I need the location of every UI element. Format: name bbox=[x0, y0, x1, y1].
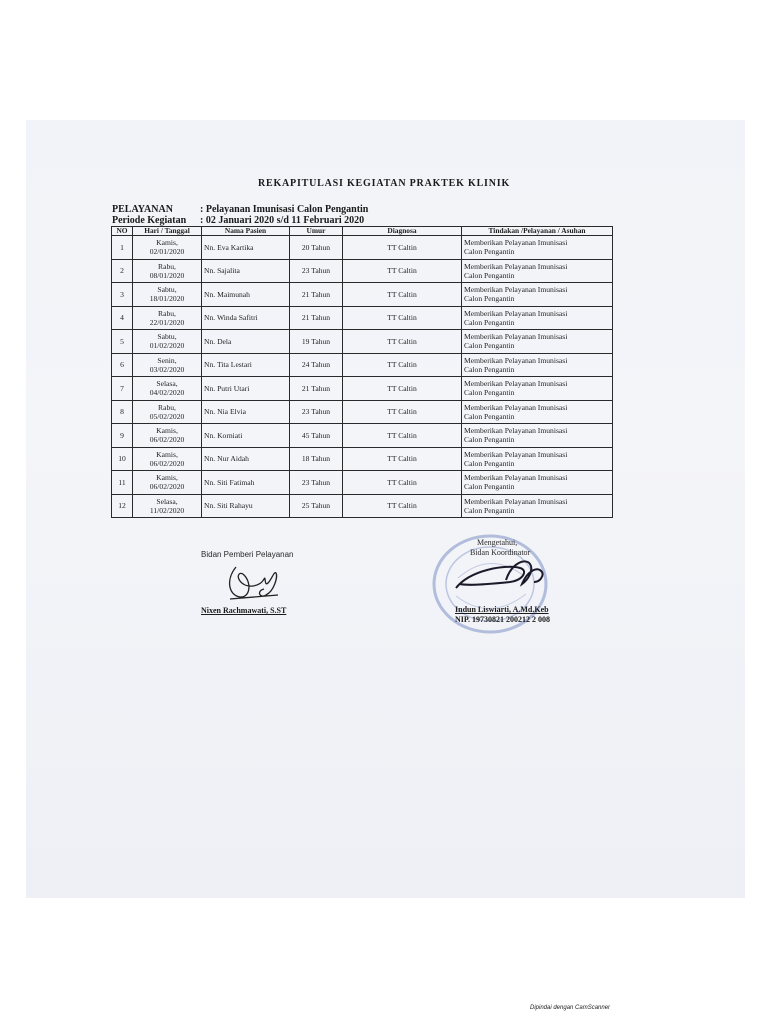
cell-hari: Sabtu, bbox=[157, 332, 177, 342]
periode-line bbox=[112, 215, 364, 226]
cell-hari: Kamis, bbox=[156, 426, 178, 436]
table-row bbox=[112, 353, 613, 377]
cell-tindakan-line-1: Memberikan Pelayanan Imunisasi bbox=[464, 449, 568, 459]
right-signature-nip: NIP. 19730821 200212 2 008 bbox=[455, 615, 551, 624]
cell-tindakan-line-1: Memberikan Pelayanan Imunisasi bbox=[464, 308, 568, 318]
cell-tindakan-line-2: Calon Pengantin bbox=[464, 270, 515, 280]
cell-tindakan-line-2: Calon Pengantin bbox=[464, 435, 515, 445]
cell-nama-pasien: Nn. Siti Fatimah bbox=[202, 471, 290, 495]
cell-tindakan bbox=[462, 400, 613, 424]
cell-hari-tanggal bbox=[133, 447, 202, 471]
cell-nama-pasien: Nn. Sajalita bbox=[202, 259, 290, 283]
table-row bbox=[112, 447, 613, 471]
cell-hari-tanggal bbox=[133, 306, 202, 330]
cell-nama-pasien: Nn. Eva Kartika bbox=[202, 236, 290, 260]
cell-hari: Kamis, bbox=[156, 238, 178, 248]
pelayanan-value: : Pelayanan Imunisasi Calon Pengantin bbox=[200, 204, 369, 215]
header-diagnosa: Diagnosa bbox=[343, 227, 462, 236]
cell-nama-pasien: Nn. Tita Lestari bbox=[202, 353, 290, 377]
cell-tindakan bbox=[462, 377, 613, 401]
table-row bbox=[112, 259, 613, 283]
cell-tindakan-line-2: Calon Pengantin bbox=[464, 388, 515, 398]
cell-hari-tanggal bbox=[133, 494, 202, 518]
cell-no: 3 bbox=[112, 283, 133, 307]
cell-hari: Selasa, bbox=[156, 379, 178, 389]
cell-hari: Selasa, bbox=[156, 496, 178, 506]
cell-tindakan bbox=[462, 236, 613, 260]
cell-tanggal: 18/01/2020 bbox=[149, 294, 185, 304]
periode-value: : 02 Januari 2020 s/d 11 Februari 2020 bbox=[200, 215, 365, 226]
cell-umur: 23 Tahun bbox=[290, 400, 343, 424]
cell-hari-tanggal bbox=[133, 236, 202, 260]
header-no: NO bbox=[112, 227, 133, 236]
cell-diagnosa: TT Caltin bbox=[343, 471, 462, 495]
header-umur: Umur bbox=[290, 227, 343, 236]
header-tindakan: Tindakan /Pelayanan / Asuhan bbox=[462, 227, 613, 236]
cell-tindakan-line-2: Calon Pengantin bbox=[464, 458, 515, 468]
document-title: REKAPITULASI KEGIATAN PRAKTEK KLINIK bbox=[257, 178, 511, 189]
cell-tindakan-line-1: Memberikan Pelayanan Imunisasi bbox=[464, 473, 568, 483]
cell-tindakan bbox=[462, 330, 613, 354]
cell-no: 4 bbox=[112, 306, 133, 330]
rekap-table bbox=[111, 226, 613, 518]
cell-tindakan-line-2: Calon Pengantin bbox=[464, 294, 515, 304]
cell-nama-pasien: Nn. Korniati bbox=[202, 424, 290, 448]
cell-umur: 23 Tahun bbox=[290, 471, 343, 495]
left-signature-heading: Bidan Pemberi Pelayanan bbox=[201, 550, 294, 559]
cell-umur: 25 Tahun bbox=[290, 494, 343, 518]
cell-hari-tanggal bbox=[133, 330, 202, 354]
camscanner-watermark: Dipindai dengan CamScanner bbox=[530, 1005, 611, 1011]
cell-nama-pasien: Nn. Nur Aidah bbox=[202, 447, 290, 471]
cell-nama-pasien: Nn. Siti Rahayu bbox=[202, 494, 290, 518]
cell-no: 5 bbox=[112, 330, 133, 354]
left-signature-icon bbox=[222, 561, 284, 605]
cell-tindakan bbox=[462, 494, 613, 518]
cell-nama-pasien: Nn. Nia Elvia bbox=[202, 400, 290, 424]
periode-label: Periode Kegiatan bbox=[112, 215, 187, 226]
cell-tindakan-line-2: Calon Pengantin bbox=[464, 505, 515, 515]
cell-hari-tanggal bbox=[133, 353, 202, 377]
cell-tindakan-line-1: Memberikan Pelayanan Imunisasi bbox=[464, 285, 568, 295]
table-row bbox=[112, 400, 613, 424]
cell-umur: 45 Tahun bbox=[290, 424, 343, 448]
cell-diagnosa: TT Caltin bbox=[343, 283, 462, 307]
right-signature-heading-1: Mengetahui, bbox=[477, 538, 518, 547]
cell-no: 6 bbox=[112, 353, 133, 377]
cell-hari: Rabu, bbox=[158, 308, 176, 318]
cell-hari: Rabu, bbox=[158, 261, 176, 271]
cell-tindakan-line-1: Memberikan Pelayanan Imunisasi bbox=[464, 402, 568, 412]
cell-tindakan-line-1: Memberikan Pelayanan Imunisasi bbox=[464, 426, 568, 436]
cell-tanggal: 08/01/2020 bbox=[149, 270, 185, 280]
cell-tindakan bbox=[462, 447, 613, 471]
cell-no: 1 bbox=[112, 236, 133, 260]
cell-tanggal: 22/01/2020 bbox=[149, 317, 185, 327]
cell-hari: Senin, bbox=[157, 355, 177, 365]
cell-hari-tanggal bbox=[133, 259, 202, 283]
cell-no: 10 bbox=[112, 447, 133, 471]
cell-tanggal: 06/02/2020 bbox=[149, 435, 185, 445]
pelayanan-line bbox=[112, 204, 368, 215]
cell-umur: 18 Tahun bbox=[290, 447, 343, 471]
table-row bbox=[112, 471, 613, 495]
cell-tanggal: 11/02/2020 bbox=[149, 505, 185, 515]
table-row bbox=[112, 306, 613, 330]
cell-umur: 24 Tahun bbox=[290, 353, 343, 377]
cell-tindakan bbox=[462, 259, 613, 283]
cell-no: 7 bbox=[112, 377, 133, 401]
cell-umur: 19 Tahun bbox=[290, 330, 343, 354]
cell-tindakan bbox=[462, 471, 613, 495]
cell-tindakan-line-1: Memberikan Pelayanan Imunisasi bbox=[464, 332, 568, 342]
cell-tanggal: 06/02/2020 bbox=[149, 458, 185, 468]
cell-hari-tanggal bbox=[133, 283, 202, 307]
cell-diagnosa: TT Caltin bbox=[343, 259, 462, 283]
table-row bbox=[112, 330, 613, 354]
left-signature-name: Nixen Rachmawati, S.ST bbox=[201, 606, 287, 615]
cell-nama-pasien: Nn. Putri Utari bbox=[202, 377, 290, 401]
cell-tindakan-line-1: Memberikan Pelayanan Imunisasi bbox=[464, 379, 568, 389]
cell-tindakan-line-2: Calon Pengantin bbox=[464, 341, 515, 351]
cell-hari: Sabtu, bbox=[157, 285, 177, 295]
cell-no: 11 bbox=[112, 471, 133, 495]
cell-tindakan bbox=[462, 353, 613, 377]
table-row bbox=[112, 494, 613, 518]
cell-tindakan-line-2: Calon Pengantin bbox=[464, 247, 515, 257]
table-row bbox=[112, 377, 613, 401]
cell-diagnosa: TT Caltin bbox=[343, 353, 462, 377]
cell-nama-pasien: Nn. Winda Safitri bbox=[202, 306, 290, 330]
cell-no: 9 bbox=[112, 424, 133, 448]
cell-tindakan bbox=[462, 424, 613, 448]
cell-umur: 21 Tahun bbox=[290, 377, 343, 401]
cell-hari: Rabu, bbox=[158, 402, 176, 412]
cell-tindakan bbox=[462, 306, 613, 330]
table-row bbox=[112, 283, 613, 307]
cell-tindakan-line-2: Calon Pengantin bbox=[464, 364, 515, 374]
cell-tindakan-line-1: Memberikan Pelayanan Imunisasi bbox=[464, 496, 568, 506]
right-signature-icon bbox=[450, 550, 550, 600]
cell-umur: 21 Tahun bbox=[290, 283, 343, 307]
cell-diagnosa: TT Caltin bbox=[343, 306, 462, 330]
cell-diagnosa: TT Caltin bbox=[343, 494, 462, 518]
right-signature-heading-2: Bidan Koordinator bbox=[470, 548, 531, 557]
cell-nama-pasien: Nn. Dela bbox=[202, 330, 290, 354]
cell-no: 12 bbox=[112, 494, 133, 518]
header-hari-tanggal: Hari / Tanggal bbox=[133, 227, 202, 236]
right-signature-name: Indun Liswiarti, A.Md.Keb bbox=[455, 605, 549, 614]
cell-tanggal: 05/02/2020 bbox=[149, 411, 185, 421]
cell-diagnosa: TT Caltin bbox=[343, 330, 462, 354]
cell-diagnosa: TT Caltin bbox=[343, 447, 462, 471]
cell-tindakan-line-1: Memberikan Pelayanan Imunisasi bbox=[464, 355, 568, 365]
cell-tindakan bbox=[462, 283, 613, 307]
cell-tindakan-line-2: Calon Pengantin bbox=[464, 411, 515, 421]
cell-tindakan-line-1: Memberikan Pelayanan Imunisasi bbox=[464, 238, 568, 248]
cell-diagnosa: TT Caltin bbox=[343, 236, 462, 260]
cell-tanggal: 04/02/2020 bbox=[149, 388, 185, 398]
cell-hari-tanggal bbox=[133, 377, 202, 401]
table-row bbox=[112, 424, 613, 448]
cell-umur: 21 Tahun bbox=[290, 306, 343, 330]
cell-hari: Kamis, bbox=[156, 449, 178, 459]
table-row bbox=[112, 236, 613, 260]
cell-diagnosa: TT Caltin bbox=[343, 377, 462, 401]
cell-no: 8 bbox=[112, 400, 133, 424]
header-nama-pasien: Nama Pasien bbox=[202, 227, 290, 236]
cell-umur: 20 Tahun bbox=[290, 236, 343, 260]
cell-no: 2 bbox=[112, 259, 133, 283]
cell-hari-tanggal bbox=[133, 424, 202, 448]
cell-tindakan-line-2: Calon Pengantin bbox=[464, 317, 515, 327]
cell-umur: 23 Tahun bbox=[290, 259, 343, 283]
cell-hari: Kamis, bbox=[156, 473, 178, 483]
pelayanan-label: PELAYANAN bbox=[112, 204, 173, 215]
cell-tindakan-line-2: Calon Pengantin bbox=[464, 482, 515, 492]
cell-tanggal: 01/02/2020 bbox=[149, 341, 185, 351]
cell-tindakan-line-1: Memberikan Pelayanan Imunisasi bbox=[464, 261, 568, 271]
cell-nama-pasien: Nn. Maimunah bbox=[202, 283, 290, 307]
cell-hari-tanggal bbox=[133, 400, 202, 424]
table-header-row bbox=[112, 227, 613, 236]
cell-tanggal: 06/02/2020 bbox=[149, 482, 185, 492]
cell-diagnosa: TT Caltin bbox=[343, 400, 462, 424]
cell-hari-tanggal bbox=[133, 471, 202, 495]
cell-tanggal: 02/01/2020 bbox=[149, 247, 185, 257]
cell-diagnosa: TT Caltin bbox=[343, 424, 462, 448]
cell-tanggal: 03/02/2020 bbox=[149, 364, 185, 374]
